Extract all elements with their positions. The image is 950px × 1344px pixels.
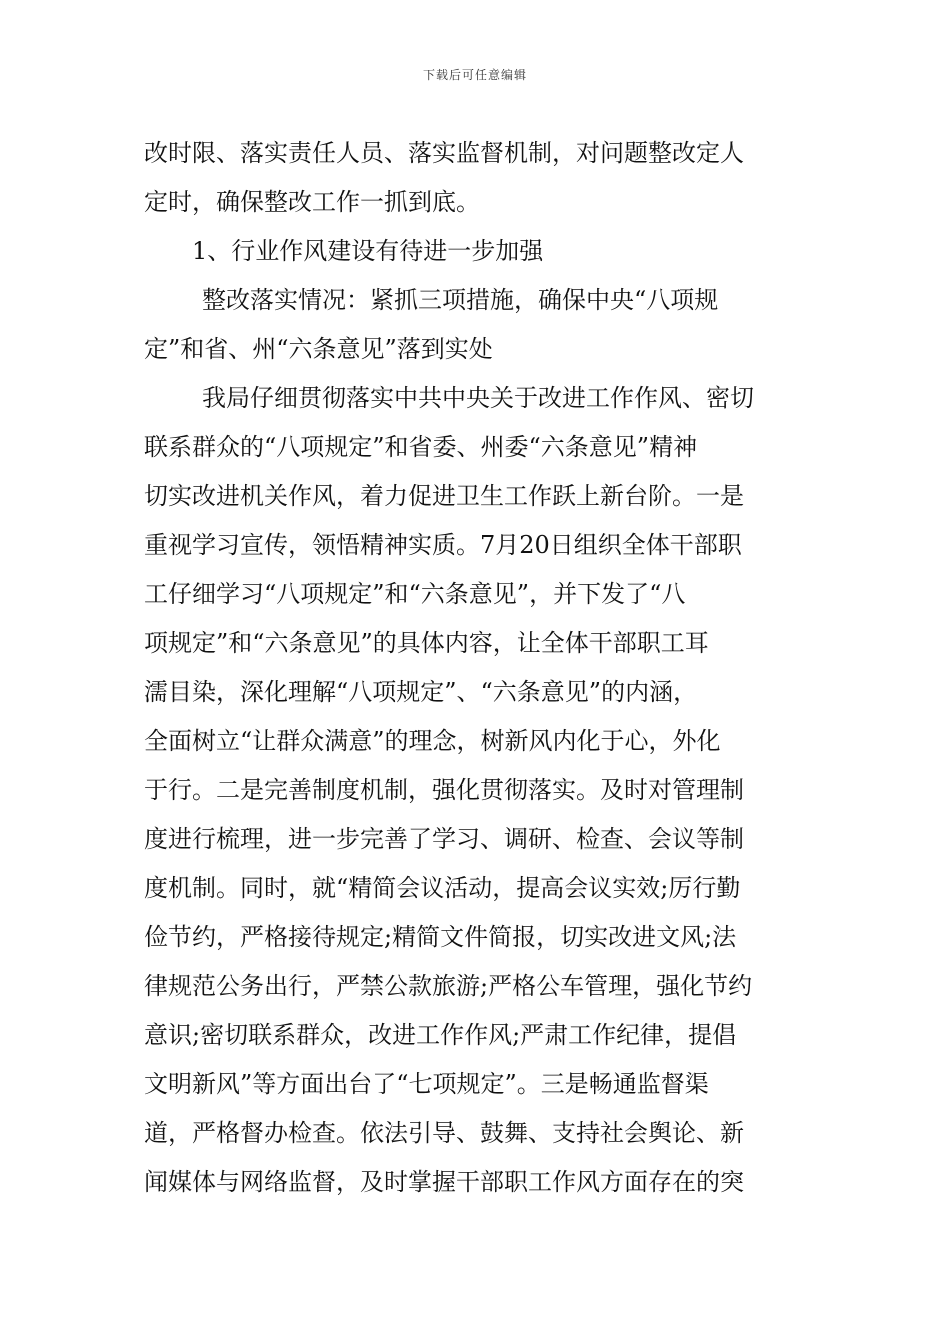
text-line: 定”和省、州“六条意见”落到实处 (144, 335, 493, 363)
text-line: 度机制。同时，就“精简会议活动，提高会议实效;厉行勤 (144, 874, 741, 902)
text-line: 联系群众的“八项规定”和省委、州委“六条意见”精神 (144, 433, 698, 461)
text-line: 于行。二是完善制度机制，强化贯彻落实。及时对管理制 (144, 776, 744, 804)
text-line: 定时，确保整改工作一抓到底。 (144, 188, 480, 216)
text-line: 我局仔细贯彻落实中共中央关于改进工作作风、密切 (202, 384, 754, 412)
text-line: 意识;密切联系群众，改进工作作风;严肃工作纪律，提倡 (144, 1021, 737, 1049)
text-line: 工仔细学习“八项规定”和“六条意见”，并下发了“八 (144, 580, 686, 608)
section-heading: 1、行业作风建设有待进一步加强 (192, 237, 544, 265)
text-line: 重视学习宣传，领悟精神实质。7月20日组织全体干部职 (144, 531, 742, 559)
page-header-note: 下载后可任意编辑 (422, 68, 527, 82)
document-body (144, 129, 812, 1207)
text-line: 濡目染，深化理解“八项规定”、“六条意见”的内涵， (144, 678, 698, 706)
text-line: 改时限、落实责任人员、落实监督机制，对问题整改定人 (144, 139, 744, 167)
text-line: 全面树立“让群众满意”的理念，树新风内化于心，外化 (144, 727, 721, 755)
text-line: 闻媒体与网络监督，及时掌握干部职工作风方面存在的突 (144, 1168, 744, 1196)
text-line: 文明新风”等方面出台了“七项规定”。三是畅通监督渠 (144, 1070, 709, 1098)
text-line: 度进行梳理，进一步完善了学习、调研、检查、会议等制 (144, 825, 744, 853)
text-line: 切实改进机关作风，着力促进卫生工作跃上新台阶。一是 (144, 482, 744, 510)
text-line: 俭节约，严格接待规定;精简文件简报，切实改进文风;法 (144, 923, 737, 951)
text-line: 律规范公务出行，严禁公款旅游;严格公车管理，强化节约 (144, 972, 753, 1000)
text-line: 整改落实情况：紧抓三项措施，确保中央“八项规 (202, 286, 719, 314)
text-line: 项规定”和“六条意见”的具体内容，让全体干部职工耳 (144, 629, 709, 657)
text-line: 道，严格督办检查。依法引导、鼓舞、支持社会舆论、新 (144, 1119, 744, 1147)
